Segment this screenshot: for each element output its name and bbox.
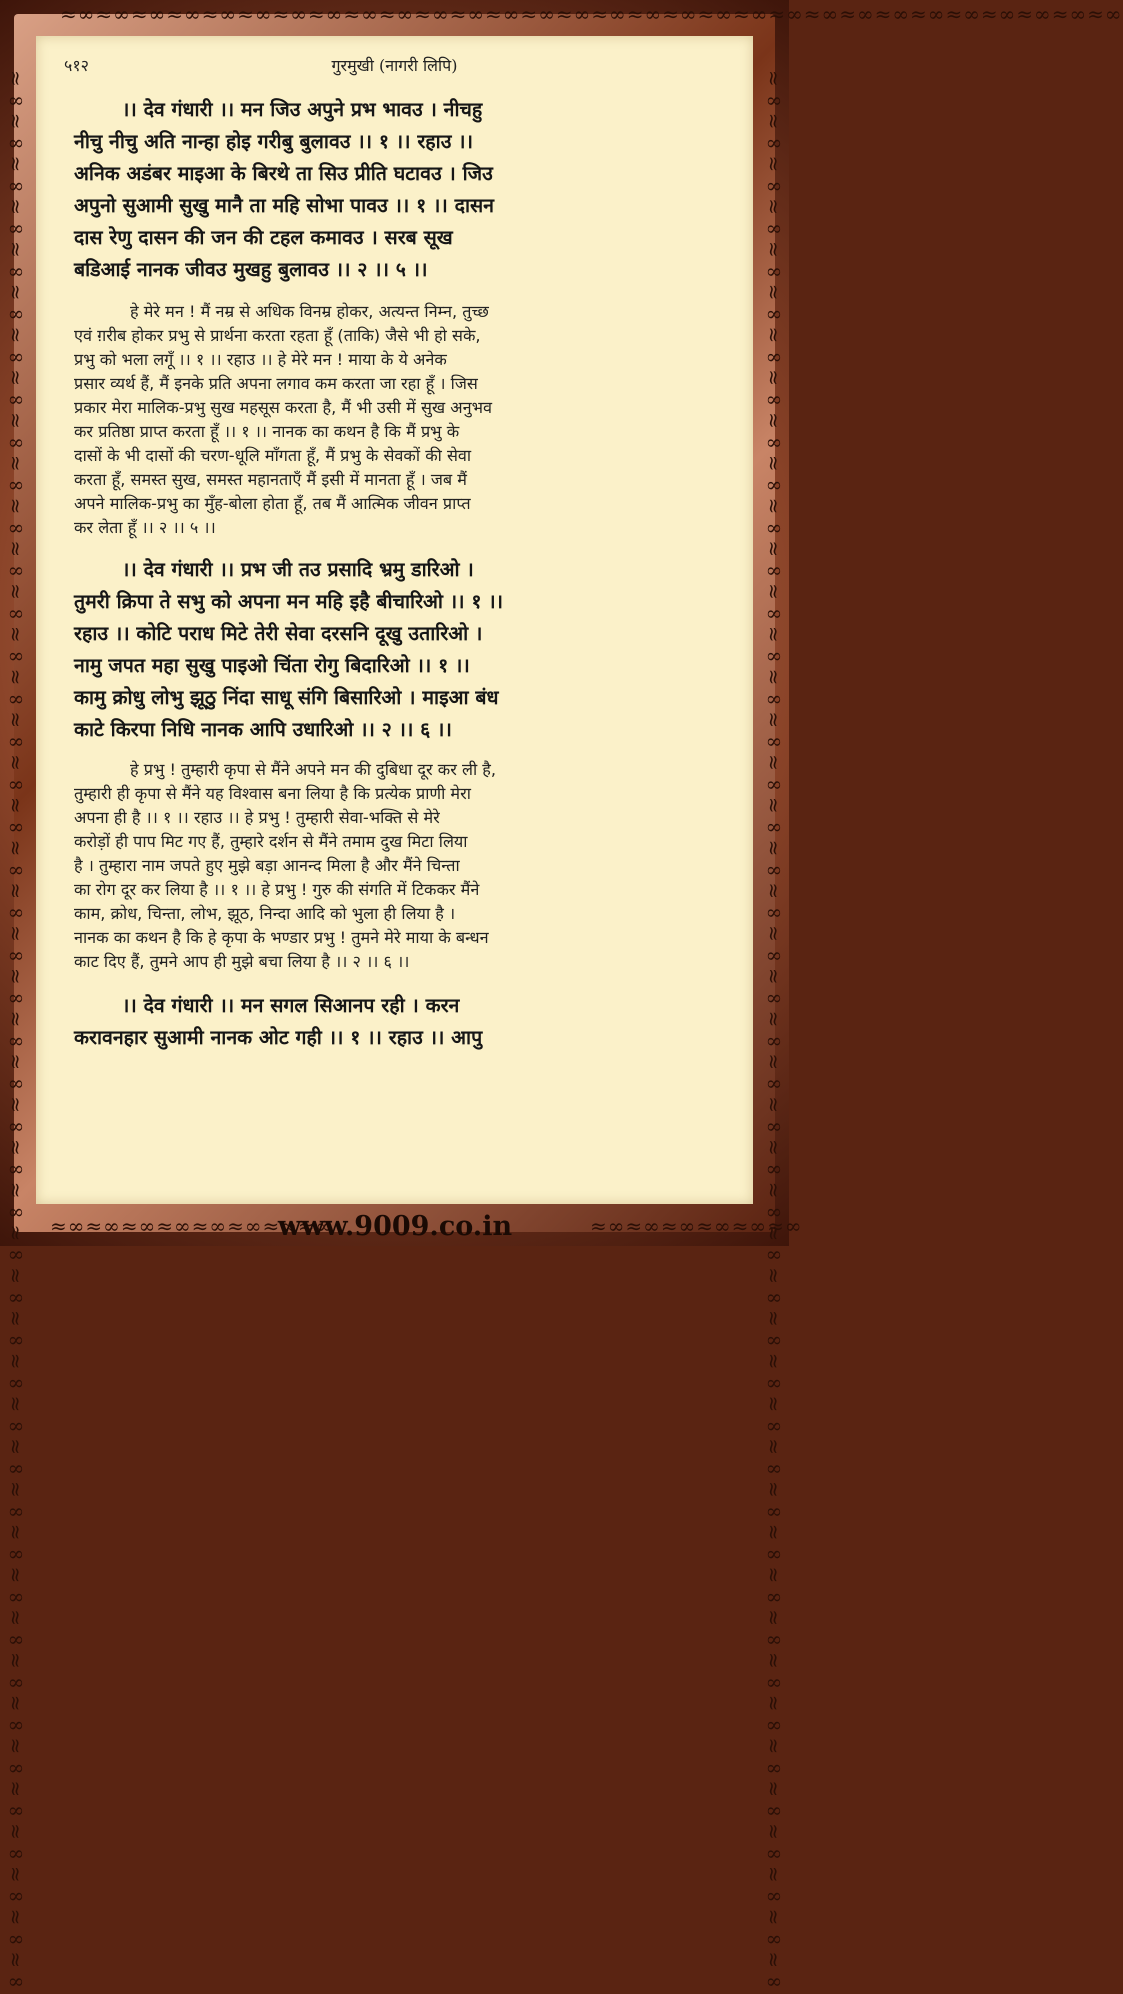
verse-line: नामु जपत महा सुखु पाइओ चिंता रोगु बिदारिओ ।। १ ।। [74, 654, 470, 677]
translation-line: अपने मालिक-प्रभु का मुँह-बोला होता हूँ, तब मैं आत्मिक जीवन प्राप्त [74, 494, 471, 513]
translation-line: तुम्हारी ही कृपा से मैंने यह विश्वास बना लिया है कि प्रत्येक प्राणी मेरा [74, 784, 471, 803]
verse-line: अपुनो सुआमी सुखु मानै ता महि सोभा पावउ ।। १ ।। दासन [74, 194, 495, 217]
verse-line: बडिआई नानक जीवउ मुखहु बुलावउ ।। २ ।। ५ ।। [74, 258, 428, 281]
bottom-right-ornament: ≈∞≈∞≈∞≈∞≈∞≈∞ [590, 1214, 803, 1238]
verse-block [74, 94, 739, 286]
verse-line: अनिक अडंबर माइआ के बिरथे ता सिउ प्रीति घटावउ । जिउ [74, 162, 493, 185]
translation-line: कर प्रतिष्ठा प्राप्त करता हूँ ।। १ ।। नानक का कथन है कि मैं प्रभु के [74, 422, 460, 441]
translation-line: काट दिए हैं, तुमने आप ही मुझे बचा लिया है ।। २ ।। ६ ।। [74, 952, 410, 971]
top-ornament: ≈∞≈∞≈∞≈∞≈∞≈∞≈∞≈∞≈∞≈∞≈∞≈∞≈∞≈∞≈∞≈∞≈∞≈∞≈∞≈∞≈∞≈∞≈∞≈∞≈∞≈∞≈∞≈∞≈∞≈∞ [60, 2, 1123, 26]
verse-line: ।। देव गंधारी ।। मन सगल सिआनप रही । करन [122, 994, 460, 1017]
verse-line: काटे किरपा निधि नानक आपि उधारिओ ।। २ ।। ६ ।। [74, 718, 452, 741]
translation-line: हे प्रभु ! तुम्हारी कृपा से मैंने अपने मन की दुबिधा दूर कर ली है, [130, 760, 497, 779]
translation-block [74, 300, 739, 540]
translation-line: एवं ग़रीब होकर प्रभु से प्रार्थना करता रहता हूँ (ताकि) जैसे भी हो सके, [74, 326, 481, 345]
right-ornament: ≈∞≈∞≈∞≈∞≈∞≈∞≈∞≈∞≈∞≈∞≈∞≈∞≈∞≈∞≈∞≈∞≈∞≈∞≈∞≈∞≈∞≈∞≈∞≈∞≈∞≈∞≈∞≈∞≈∞≈∞≈∞≈∞≈∞≈∞≈∞≈∞≈∞≈∞≈∞≈∞≈∞≈∞≈∞≈∞≈∞ [762, 70, 786, 1994]
page-number: ५१२ [64, 56, 89, 75]
page-title: गुरमुखी (नागरी लिपि) [331, 56, 458, 75]
translation-line: प्रसार व्यर्थ हैं, मैं इनके प्रति अपना लगाव कम करता जा रहा हूँ । जिस [74, 374, 478, 393]
left-ornament: ≈∞≈∞≈∞≈∞≈∞≈∞≈∞≈∞≈∞≈∞≈∞≈∞≈∞≈∞≈∞≈∞≈∞≈∞≈∞≈∞≈∞≈∞≈∞≈∞≈∞≈∞≈∞≈∞≈∞≈∞≈∞≈∞≈∞≈∞≈∞≈∞≈∞≈∞≈∞≈∞≈∞≈∞≈∞≈∞≈∞ [4, 70, 28, 1994]
verse-block [74, 554, 739, 746]
translation-line: कर लेता हूँ ।। २ ।। ५ ।। [74, 518, 216, 537]
page-header [36, 54, 753, 80]
verse-line: नीचु नीचु अति नान्हा होइ गरीबु बुलावउ ।। १ ।। रहाउ ।। [74, 130, 473, 153]
translation-line: प्रकार मेरा मालिक-प्रभु सुख महसूस करता है, मैं भी उसी में सुख अनुभव [74, 398, 493, 417]
translation-line: काम, क्रोध, चिन्ता, लोभ, झूठ, निन्दा आदि को भुला ही लिया है । [74, 904, 456, 923]
verse-line: दास रेणु दासन की जन की टहल कमावउ । सरब सूख [74, 226, 453, 249]
translation-line: का रोग दूर कर लिया है ।। १ ।। हे प्रभु ! गुरु की संगति में टिककर मैंने [74, 880, 480, 899]
translation-line: है । तुम्हारा नाम जपते हुए मुझे बड़ा आनन्द मिला है और मैंने चिन्ता [74, 856, 460, 875]
translation-block [74, 758, 739, 974]
scripture-page [36, 36, 753, 1204]
translation-line: नानक का कथन है कि हे कृपा के भण्डार प्रभु ! तुमने मेरे माया के बन्धन [74, 928, 489, 947]
verse-line: ।। देव गंधारी ।। प्रभ जी तउ प्रसादि भ्रमु डारिओ । [122, 558, 474, 581]
translation-line: करता हूँ, समस्त सुख, समस्त महानताएँ मैं इसी में मानता हूँ । जब मैं [74, 470, 467, 489]
verse-line: ।। देव गंधारी ।। मन जिउ अपुने प्रभ भावउ । नीचहु [122, 98, 483, 121]
page-content [74, 94, 739, 1054]
bottom-left-ornament: ≈∞≈∞≈∞≈∞≈∞≈∞≈∞≈∞ [50, 1214, 334, 1238]
verse-line: रहाउ ।। कोटि पराध मिटे तेरी सेवा दरसनि दूखु उतारिओ । [74, 622, 483, 645]
translation-line: अपना ही है ।। १ ।। रहाउ ।। हे प्रभु ! तुम्हारी सेवा-भक्ति से मेरे [74, 808, 440, 827]
verse-line: कामु क्रोधु लोभु झूठु निंदा साधू संगि बिसारिओ । माइआ बंध [74, 686, 499, 709]
website-watermark: www.9009.co.in [277, 1211, 513, 1242]
verse-block [74, 990, 739, 1054]
verse-line: करावनहार सुआमी नानक ओट गही ।। १ ।। रहाउ ।। आपु [74, 1026, 483, 1049]
verse-line: तुमरी क्रिपा ते सभु को अपना मन महि इहै बीचारिओ ।। १ ।। [74, 590, 504, 613]
translation-line: दासों के भी दासों की चरण-धूलि माँगता हूँ, मैं प्रभु के सेवकों की सेवा [74, 446, 472, 465]
translation-line: करोड़ों ही पाप मिट गए हैं, तुम्हारे दर्शन से मैंने तमाम दुख मिटा लिया [74, 832, 468, 851]
translation-line: हे मेरे मन ! मैं नम्र से अधिक विनम्र होकर, अत्यन्त निम्न, तुच्छ [130, 302, 489, 321]
translation-line: प्रभु को भला लगूँ ।। १ ।। रहाउ ।। हे मेरे मन ! माया के ये अनेक [74, 350, 447, 369]
